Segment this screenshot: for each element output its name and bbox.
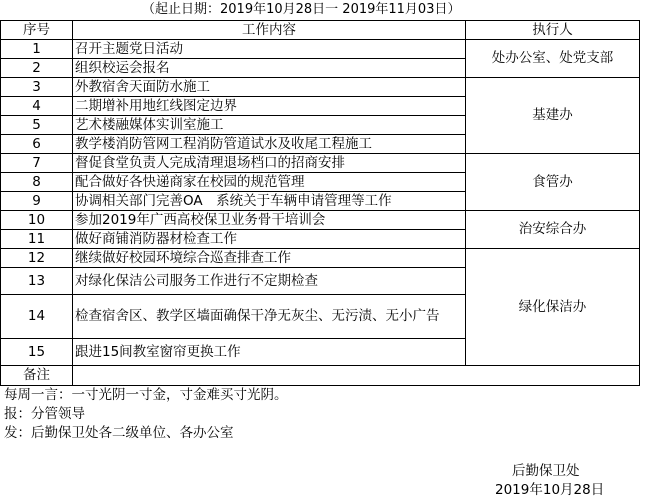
remarks-value <box>73 366 640 386</box>
row-task: 协调相关部门完善OA 系统关于车辆申请管理等工作 <box>73 192 466 211</box>
row-num: 3 <box>1 78 73 97</box>
sign-department: 后勤保卫处 <box>512 463 580 479</box>
row-task: 二期增补用地红线图定边界 <box>73 97 466 116</box>
row-num: 8 <box>1 173 73 192</box>
header-dept: 执行人 <box>466 21 640 40</box>
row-task: 对绿化保洁公司服务工作进行不定期检查 <box>73 268 466 295</box>
dept-party: 处办公室、处党支部 <box>466 40 640 78</box>
date-range-text: （起止日期：2019年10月28日一 2019年11月03日） <box>142 2 461 17</box>
row-num: 14 <box>1 295 73 339</box>
row-task: 组织校运会报名 <box>73 59 466 78</box>
table-row <box>1 249 640 268</box>
header-task: 工作内容 <box>73 21 466 40</box>
row-task: 参加2019年广西高校保卫业务骨干培训会 <box>73 211 466 230</box>
remarks-label: 备注 <box>1 366 73 386</box>
row-num: 10 <box>1 211 73 230</box>
row-num: 4 <box>1 97 73 116</box>
row-task: 外教宿舍天面防水施工 <box>73 78 466 97</box>
date-range-header <box>0 0 645 20</box>
row-num: 11 <box>1 230 73 249</box>
row-task: 艺术楼融媒体实训室施工 <box>73 116 466 135</box>
remarks-row <box>1 366 640 386</box>
row-task: 配合做好各快递商家在校园的规范管理 <box>73 173 466 192</box>
row-num: 1 <box>1 40 73 59</box>
table-row <box>1 211 640 230</box>
row-task: 督促食堂负责人完成清理退场档口的招商安排 <box>73 154 466 173</box>
table-row <box>1 78 640 97</box>
row-num: 13 <box>1 268 73 295</box>
row-num: 15 <box>1 339 73 366</box>
row-task: 召开主题党日活动 <box>73 40 466 59</box>
dept-canteen: 食管办 <box>466 154 640 211</box>
table-row <box>1 154 640 173</box>
row-num: 2 <box>1 59 73 78</box>
row-num: 12 <box>1 249 73 268</box>
table-row <box>1 40 640 59</box>
row-num: 5 <box>1 116 73 135</box>
dept-infra: 基建办 <box>466 78 640 154</box>
work-schedule-table <box>0 20 640 386</box>
row-task: 检查宿舍区、教学区墙面确保干净无灰尘、无污渍、无小广告 <box>73 295 466 339</box>
send-to: 发：后勤保卫处各二级单位、各办公室 <box>4 425 234 441</box>
table-header-row <box>1 21 640 40</box>
dept-security: 治安综合办 <box>466 211 640 249</box>
row-num: 6 <box>1 135 73 154</box>
row-task: 做好商铺消防器材检查工作 <box>73 230 466 249</box>
sign-date: 2019年10月28日 <box>495 482 605 498</box>
row-task: 教学楼消防管网工程消防管道试水及收尾工程施工 <box>73 135 466 154</box>
header-num: 序号 <box>1 21 73 40</box>
row-task: 跟进15间教室窗帘更换工作 <box>73 339 466 366</box>
dept-greening: 绿化保洁办 <box>466 249 640 366</box>
report-to: 报：分管领导 <box>4 406 85 422</box>
row-num: 9 <box>1 192 73 211</box>
row-task: 继续做好校园环境综合巡查排查工作 <box>73 249 466 268</box>
row-num: 7 <box>1 154 73 173</box>
weekly-quote: 每周一言：一寸光阴一寸金，寸金难买寸光阴。 <box>4 387 288 403</box>
